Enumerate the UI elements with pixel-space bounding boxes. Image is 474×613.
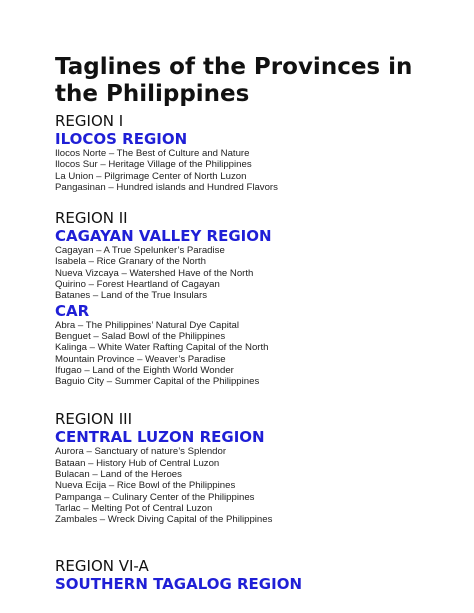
tagline: Cagayan – A True Spelunker’s Paradise [55,245,225,257]
subregion-heading: CENTRAL LUZON REGION [55,428,265,447]
section-region-2 [55,210,460,301]
tagline: La Union – Pilgrimage Center of North Luzon [55,170,247,182]
subregion-heading: CAGAYAN VALLEY REGION [55,227,272,246]
tagline: Abra – The Philippines’ Natural Dye Capital [55,319,239,331]
region-heading: REGION VI-A [55,556,149,575]
tagline: Batanes – Land of the True Insulars [55,290,208,302]
subregion-heading: ILOCOS REGION [55,130,188,148]
tagline: Tarlac – Melting Pot of Central Luzon [55,502,213,514]
section-region-4a [55,558,460,593]
tagline: Pangasinan – Hundred islands and Hundred Flavors [55,181,278,193]
tagline: Mountain Province – Weaver’s Paradise [55,353,226,365]
section-region-3 [55,411,460,525]
tagline: Ilocos Norte – The Best of Culture and Nature [55,148,250,159]
tagline: Isabela – Rice Granary of the North [55,256,206,268]
tagline: Kalinga – White Water Rafting Capital of the North [55,342,269,354]
subregion-heading: CAR [55,301,90,320]
subregion-heading: SOUTHERN TAGALOG REGION [55,574,302,593]
tagline: Zambales – Wreck Diving Capital of the Philippines [55,514,273,526]
tagline: Ifugao – Land of the Eighth World Wonder [55,364,234,376]
region-heading: REGION II [55,209,128,228]
section-car [55,302,460,388]
tagline: Baguio City – Summer Capital of the Philippines [55,376,260,388]
tagline: Ilocos Sur – Heritage Village of the Philippines [55,159,252,171]
tagline: Pampanga – Culinary Center of the Philippines [55,491,255,503]
tagline: Nueva Vizcaya – Watershed Have of the North [55,267,254,279]
section-region-1 [55,113,460,193]
tagline: Bataan – History Hub of Central Luzon [55,457,220,469]
tagline: Benguet – Salad Bowl of the Philippines [55,330,226,342]
page-title: Taglines of the Provinces in the Philippines [55,54,413,107]
region-heading: REGION III [55,410,133,429]
tagline: Quirino – Forest Heartland of Cagayan [55,279,220,291]
tagline: Nueva Ecija – Rice Bowl of the Philippines [55,480,236,492]
region-heading: REGION I [55,112,124,130]
tagline: Aurora – Sanctuary of nature’s Splendor [55,446,227,458]
tagline: Bulacan – Land of the Heroes [55,469,182,481]
document-page [55,54,460,593]
